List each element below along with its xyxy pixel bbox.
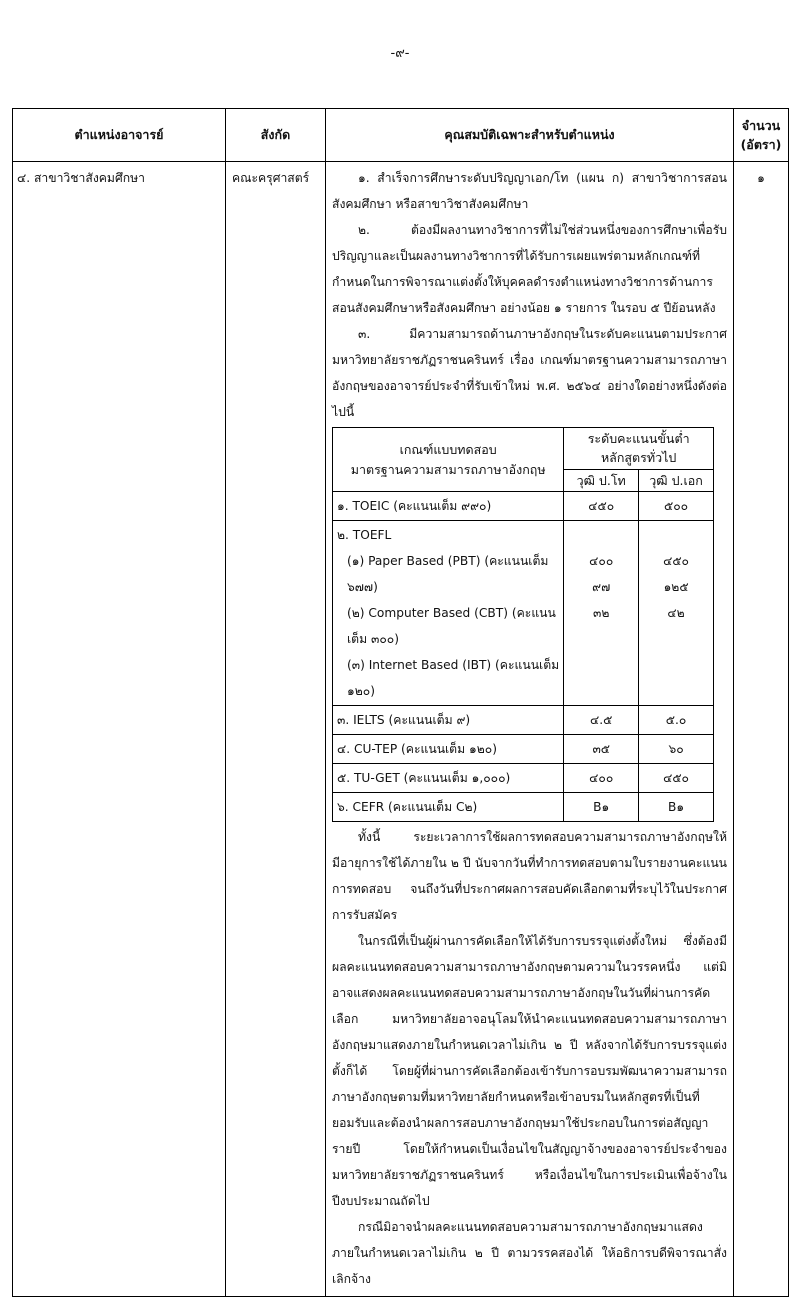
header-affiliation: สังกัด (226, 109, 326, 162)
score-master-value: ๔๐๐ (564, 764, 639, 793)
toefl-cbt-label: (๒) Computer Based (CBT) (คะแนนเต็ม ๓๐๐) (347, 606, 556, 647)
toefl-pbt-label: (๑) Paper Based (PBT) (คะแนนเต็ม ๖๗๗) (347, 554, 549, 595)
table-row (333, 793, 714, 822)
score-test-label: ๑. TOEIC (คะแนนเต็ม ๙๙๐) (333, 492, 564, 521)
score-test-label (333, 521, 564, 706)
table-row (333, 764, 714, 793)
score-master-value: ๔.๕ (564, 706, 639, 735)
score-master-value: B๑ (564, 793, 639, 822)
english-score-table (332, 427, 714, 822)
header-count-line2: (อัตรา) (740, 137, 782, 152)
toefl-pbt-phd: ๔๕๐ (663, 554, 689, 569)
table-row (333, 735, 714, 764)
qualification-table (12, 108, 789, 1297)
paragraph-validity: ทั้งนี้ ระยะเวลาการใช้ผลการทดสอบความสามารถภาษาอังกฤษให้มีอายุการใช้ได้ภายใน ๒ ปี นับจากวันที่ทำการทดสอบตามใบรายงานคะแนนการทดสอบ จนถึงวันที่ประกาศผลการสอบคัดเลือกตามที่ระบุไว้ในประกาศการรับสมัคร (332, 830, 727, 923)
header-qualifications: คุณสมบัติเฉพาะสำหรับตำแหน่ง (326, 109, 734, 162)
paragraph-termination: กรณีมิอาจนำผลคะแนนทดสอบความสามารถภาษาอังกฤษมาแสดงภายในกำหนดเวลาไม่เกิน ๒ ปี ตามวรรคสองได้ ให้อธิการบดีพิจารณาสั่งเลิกจ้าง (332, 1220, 727, 1287)
score-header-test (333, 428, 564, 492)
score-phd-value: ๕.๐ (639, 706, 714, 735)
toefl-ibt-master: ๓๒ (593, 606, 610, 621)
position-cell: ๔. สาขาวิชาสังคมศึกษา (13, 162, 226, 1297)
header-count-line1: จำนวน (741, 117, 781, 133)
score-phd-value: ๔๕๐ (639, 764, 714, 793)
count-cell: ๑ (734, 162, 789, 1297)
score-phd-value: B๑ (639, 793, 714, 822)
table-header-row (13, 109, 789, 162)
score-test-label: ๖. CEFR (คะแนนเต็ม C๒) (333, 793, 564, 822)
toefl-cbt-phd: ๑๒๕ (663, 580, 689, 595)
toefl-cbt-master: ๙๗ (592, 580, 611, 595)
table-row (333, 521, 714, 706)
toefl-ibt-phd: ๔๒ (667, 606, 685, 621)
paragraph-exception: ในกรณีที่เป็นผู้ผ่านการคัดเลือกให้ได้รับการบรรจุแต่งตั้งใหม่ ซึ่งต้องมีผลคะแนนทดสอบความสามารถภาษาอังกฤษตามความในวรรคหนึ่ง แต่มิอาจแสดงผลคะแนนทดสอบความสามารถภาษาอังกฤษในวันที่ผ่านการคัดเลือก มหาวิทยาลัยอาจอนุโลมให้นำคะแนนทดสอบความสามารถภาษาอังกฤษมาแสดงภายในกำหนดเวลาไม่เกิน ๒ ปี หลังจากได้รับการบรรจุแต่งตั้งก็ได้ โดยผู้ที่ผ่านการคัดเลือกต้องเข้ารับการอบรมพัฒนาความสามารถภาษาอังกฤษตามที่มหาวิทยาลัยกำหนดหรือเข้าอบรมในหลักสูตรที่เป็นที่ยอมรับและต้องนำผลการสอบภาษาอังกฤษมาใช้ประกอบในการต่อสัญญารายปี โดยให้กำหนดเป็นเงื่อนไขในสัญญาจ้างของอาจารย์ประจำของมหาวิทยาลัยราชภัฏราชนครินทร์ หรือเงื่อนไขในการประเมินเพื่อจ้างในปีงบประมาณถัดไป (332, 934, 727, 1209)
header-count (734, 109, 789, 162)
score-header-phd: วุฒิ ป.เอก (639, 469, 714, 491)
score-test-label: ๕. TU-GET (คะแนนเต็ม ๑,๐๐๐) (333, 764, 564, 793)
qualification-3: ๓. มีความสามารถด้านภาษาอังกฤษในระดับคะแนนตามประกาศมหาวิทยาลัยราชภัฏราชนครินทร์ เรื่อง เกณฑ์มาตรฐานความสามารถภาษาอังกฤษของอาจารย์ประจำที่รับเข้าใหม่ พ.ศ. ๒๕๖๔ อย่างใดอย่างหนึ่งดังต่อไปนี้ (332, 327, 727, 419)
score-phd-value (639, 521, 714, 706)
score-header-level: ระดับคะแนนขั้นต่ำหลักสูตรทั่วไป (564, 428, 714, 470)
score-master-value (564, 521, 639, 706)
table-row (13, 162, 789, 1297)
score-master-value: ๓๕ (564, 735, 639, 764)
affiliation-cell: คณะครุศาสตร์ (226, 162, 326, 1297)
header-position: ตำแหน่งอาจารย์ (13, 109, 226, 162)
qualification-2: ๒. ต้องมีผลงานทางวิชาการที่ไม่ใช่ส่วนหนึ่งของการศึกษาเพื่อรับปริญญาและเป็นผลงานทางวิชาการที่ได้รับการเผยแพร่ตามหลักเกณฑ์ที่กำหนดในการพิจารณาแต่งตั้งให้บุคคลดำรงตำแหน่งทางวิชาการด้านการสอนสังคมศึกษาหรือสังคมศึกษา อย่างน้อย ๑ รายการ ในรอบ ๕ ปีย้อนหลัง (332, 223, 727, 315)
table-row (333, 706, 714, 735)
score-phd-value: ๖๐ (639, 735, 714, 764)
toefl-ibt-label: (๓) Internet Based (IBT) (คะแนนเต็ม ๑๒๐) (347, 658, 560, 699)
score-test-label: ๓. IELTS (คะแนนเต็ม ๙) (333, 706, 564, 735)
table-row (333, 492, 714, 521)
score-master-value: ๔๕๐ (564, 492, 639, 521)
score-phd-value: ๕๐๐ (639, 492, 714, 521)
score-header-test-2: มาตรฐานความสามารถภาษาอังกฤษ (350, 461, 546, 477)
score-test-label: ๔. CU-TEP (คะแนนเต็ม ๑๒๐) (333, 735, 564, 764)
page-number: -๙- (390, 46, 410, 61)
score-header-row (333, 428, 714, 470)
toefl-pbt-master: ๔๐๐ (589, 554, 614, 569)
qualification-1: ๑. สำเร็จการศึกษาระดับปริญญาเอก/โท (แผน ก) สาขาวิชาการสอนสังคมศึกษา หรือสาขาวิชาสังคมศึกษา (332, 171, 727, 211)
score-header-master: วุฒิ ป.โท (564, 469, 639, 491)
qualifications-cell (326, 162, 734, 1297)
score-header-test-1: เกณฑ์แบบทดสอบ (399, 442, 497, 458)
toefl-label: ๒. TOEFL (337, 528, 392, 543)
